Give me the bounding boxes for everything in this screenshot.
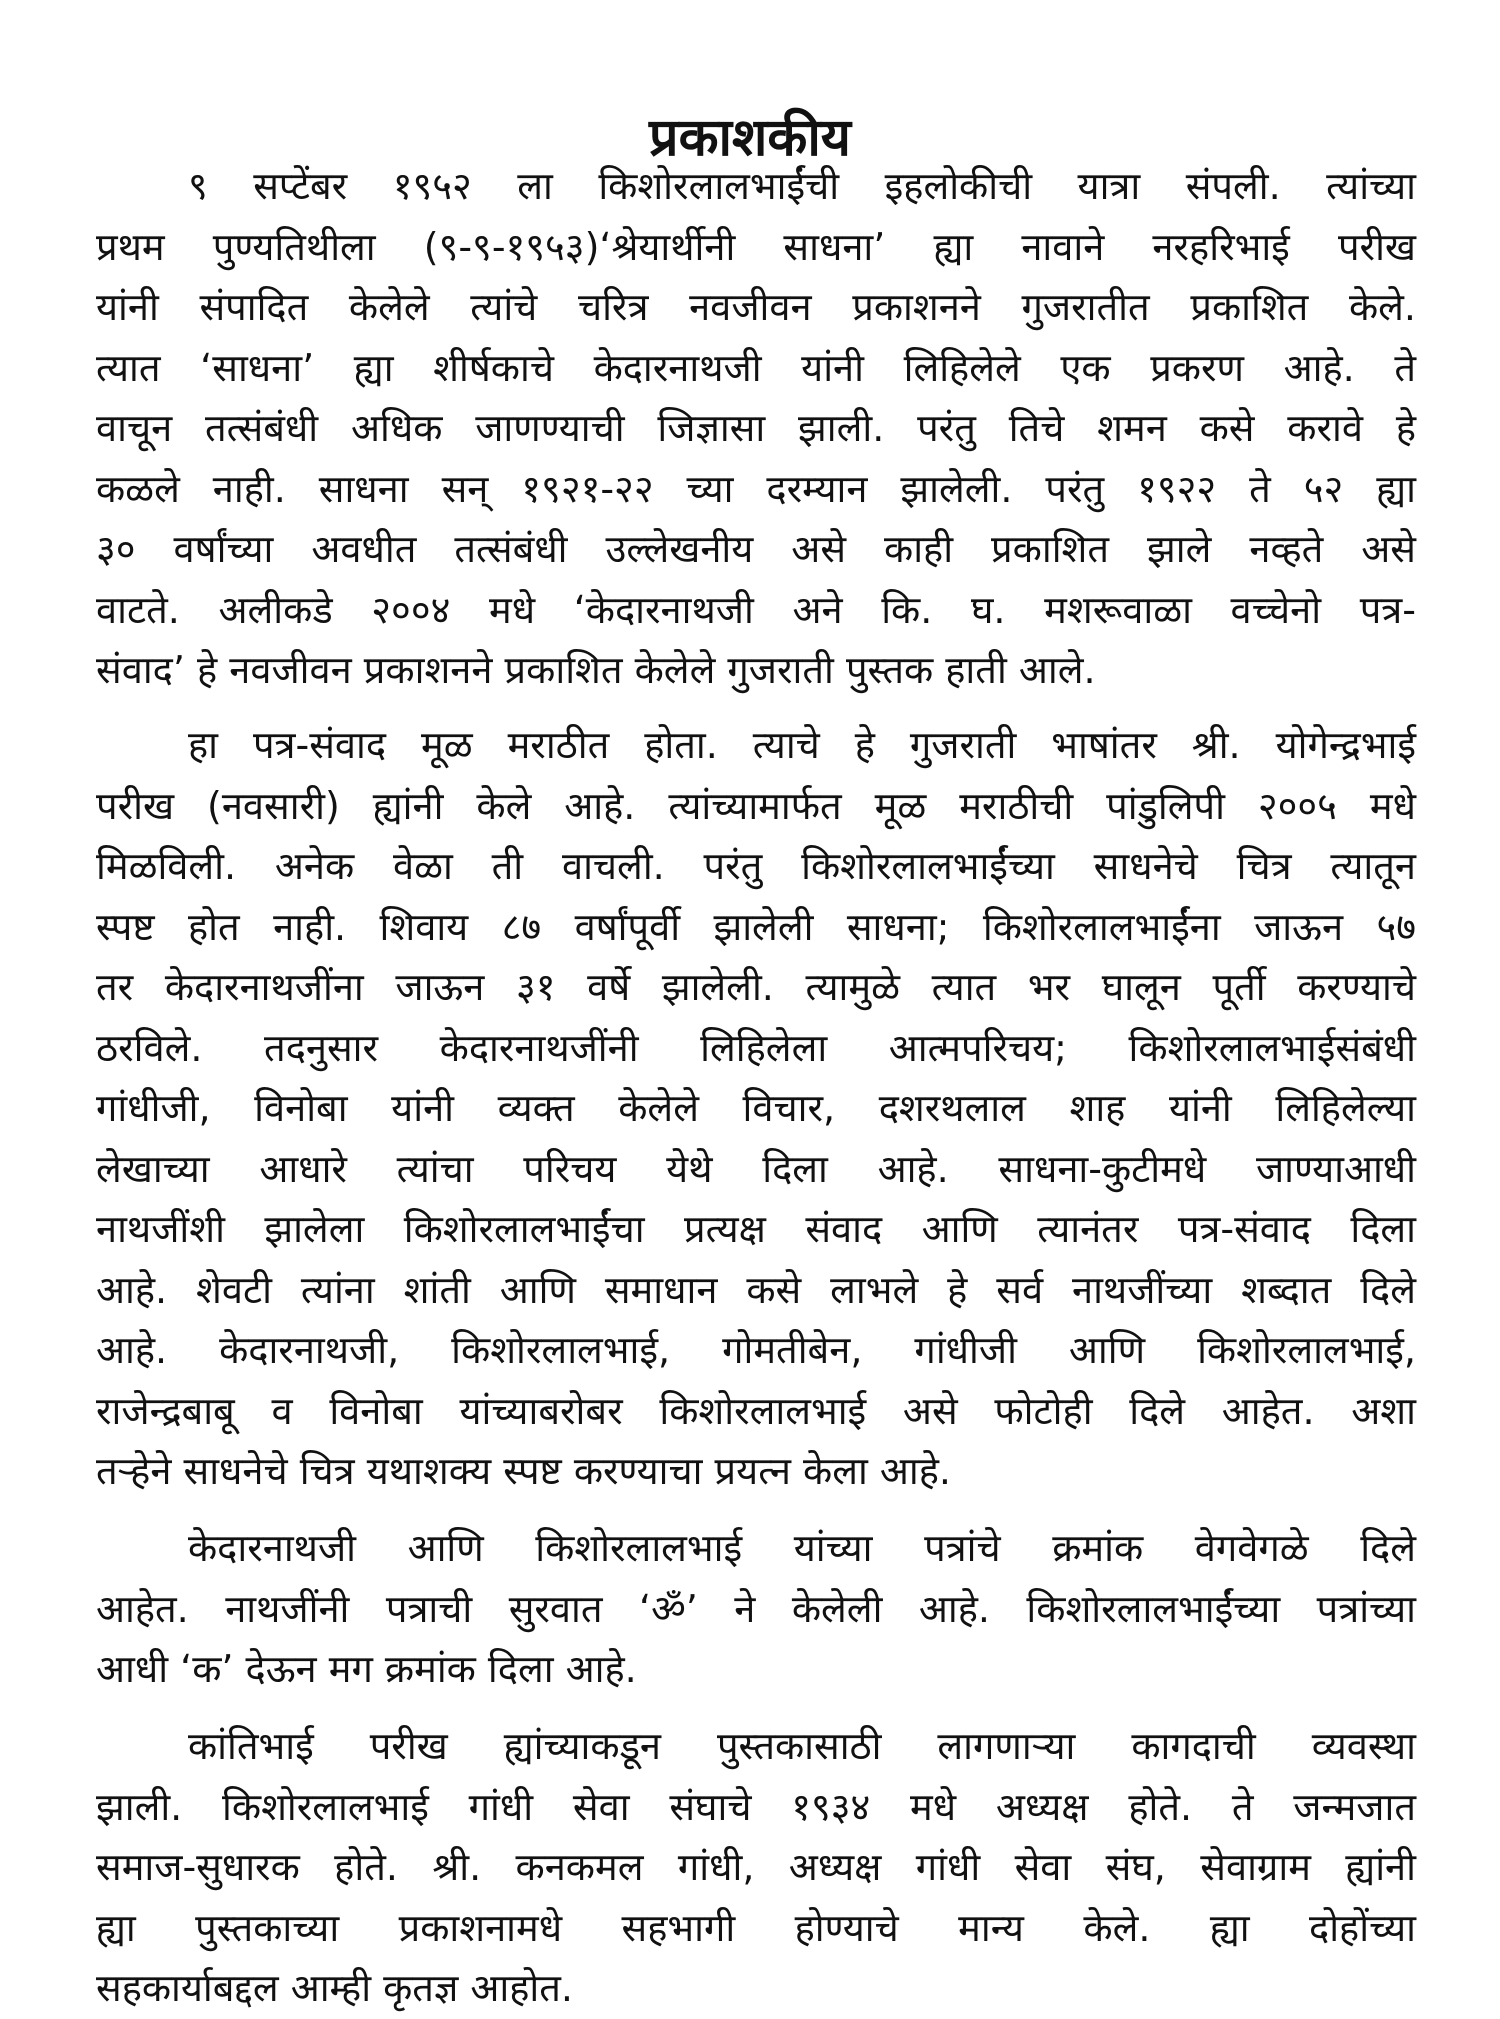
text-line: तऱ्हेने साधनेचे चित्र यथाशक्य स्पष्ट करण्याचा प्रयत्न केला आहे. xyxy=(96,1449,951,1493)
text-line: गांधीजी, विनोबा यांनी व्यक्त केलेले विचार, दशरथलाल शाह यांनी लिहिलेल्या xyxy=(96,1086,1416,1130)
text-line: परीख (नवसारी) ह्यांनी केले आहे. त्यांच्यामार्फत मूळ मराठीची पांडुलिपी २००५ मधे xyxy=(96,783,1416,828)
text-line: केदारनाथजी आणि किशोरलालभाई यांच्या पत्रांचे क्रमांक वेगवेगळे दिले xyxy=(188,1526,1416,1570)
text-line: लेखाच्या आधारे त्यांचा परिचय येथे दिला आहे. साधना-कुटीमधे जाण्याआधी xyxy=(96,1146,1416,1191)
text-line: मिळविली. अनेक वेळा ती वाचली. परंतु किशोरलालभाईंच्या साधनेचे चित्र त्यातून xyxy=(96,844,1416,888)
text-line: आधी ‘क’ देऊन मग क्रमांक दिला आहे. xyxy=(96,1647,637,1691)
text-line: स्पष्ट होत नाही. शिवाय ८७ वर्षांपूर्वी झालेली साधना; किशोरलालभाईंना जाऊन ५७ xyxy=(96,904,1416,949)
paragraph-1 xyxy=(96,156,1416,701)
paragraph-2 xyxy=(96,715,1416,1502)
text-line: सहकार्याबद्दल आम्ही कृतज्ञ आहोत. xyxy=(96,1966,573,2010)
text-line: प्रथम पुण्यतिथीला (९-९-१९५३)‘श्रेयार्थीनी साधना’ ह्या नावाने नरहरिभाई परीख xyxy=(96,224,1416,269)
text-line: राजेन्द्रबाबू व विनोबा यांच्याबरोबर किशोरलालभाई असे फोटोही दिले आहेत. अशा xyxy=(96,1388,1416,1433)
text-line: आहेत. नाथजींनी पत्राची सुरवात ‘ॐ’ ने केलेली आहे. किशोरलालभाईंच्या पत्रांच्या xyxy=(96,1586,1416,1631)
text-line: हा पत्र-संवाद मूळ मराठीत होता. त्याचे हे गुजराती भाषांतर श्री. योगेन्द्रभाई xyxy=(188,723,1416,767)
paragraph-4 xyxy=(96,1716,1416,2019)
paragraph-3 xyxy=(96,1518,1416,1700)
text-line: वाटते. अलीकडे २००४ मधे ‘केदारनाथजी अने कि. घ. मशरूवाळा वच्चेनो पत्र- xyxy=(96,587,1416,632)
text-line: यांनी संपादित केलेले त्यांचे चरित्र नवजीवन प्रकाशनने गुजरातीत प्रकाशित केले. xyxy=(96,285,1416,329)
page-title: प्रकाशकीय xyxy=(649,107,851,168)
text-line: कांतिभाई परीख ह्यांच्याकडून पुस्तकासाठी लागणाऱ्या कागदाची व्यवस्था xyxy=(188,1724,1416,1768)
text-line: आहे. शेवटी त्यांना शांती आणि समाधान कसे लाभले हे सर्व नाथजींच्या शब्दात दिले xyxy=(96,1267,1416,1312)
text-line: ठरविले. तदनुसार केदारनाथजींनी लिहिलेला आत्मपरिचय; किशोरलालभाईसंबंधी xyxy=(96,1025,1416,1070)
text-line: झाली. किशोरलालभाई गांधी सेवा संघाचे १९३४ मधे अध्यक्ष होते. ते जन्मजात xyxy=(96,1784,1416,1829)
text-line: वाचून तत्संबंधी अधिक जाणण्याची जिज्ञासा झाली. परंतु तिचे शमन कसे करावे हे xyxy=(96,406,1416,450)
text-line: नाथजींशी झालेला किशोरलालभाईंचा प्रत्यक्ष संवाद आणि त्यानंतर पत्र-संवाद दिला xyxy=(96,1207,1416,1251)
text-line: संवाद’ हे नवजीवन प्रकाशनने प्रकाशित केलेले गुजराती पुस्तक हाती आले. xyxy=(96,648,1096,692)
text-line: त्यात ‘साधना’ ह्या शीर्षकाचे केदारनाथजी यांनी लिहिलेले एक प्रकरण आहे. ते xyxy=(96,345,1416,390)
text-line: समाज-सुधारक होते. श्री. कनकमल गांधी, अध्यक्ष गांधी सेवा संघ, सेवाग्राम ह्यांनी xyxy=(96,1845,1416,1889)
text-line: तर केदारनाथजींना जाऊन ३१ वर्षे झालेली. त्यामुळे त्यात भर घालून पूर्ती करण्याचे xyxy=(96,965,1416,1009)
text-line: आहे. केदारनाथजी, किशोरलालभाई, गोमतीबेन, गांधीजी आणि किशोरलालभाई, xyxy=(96,1328,1416,1372)
text-line: ९ सप्टेंबर १९५२ ला किशोरलालभाईंची इहलोकीची यात्रा संपली. त्यांच्या xyxy=(188,164,1416,208)
text-line: कळले नाही. साधना सन् १९२१-२२ च्या दरम्यान झालेली. परंतु १९२२ ते ५२ ह्या xyxy=(96,466,1416,511)
text-line: ह्या पुस्तकाच्या प्रकाशनामधे सहभागी होण्याचे मान्य केले. ह्या दोहोंच्या xyxy=(96,1905,1416,1950)
text-line: ३० वर्षांच्या अवधीत तत्संबंधी उल्लेखनीय असे काही प्रकाशित झाले नव्हते असे xyxy=(96,527,1416,571)
